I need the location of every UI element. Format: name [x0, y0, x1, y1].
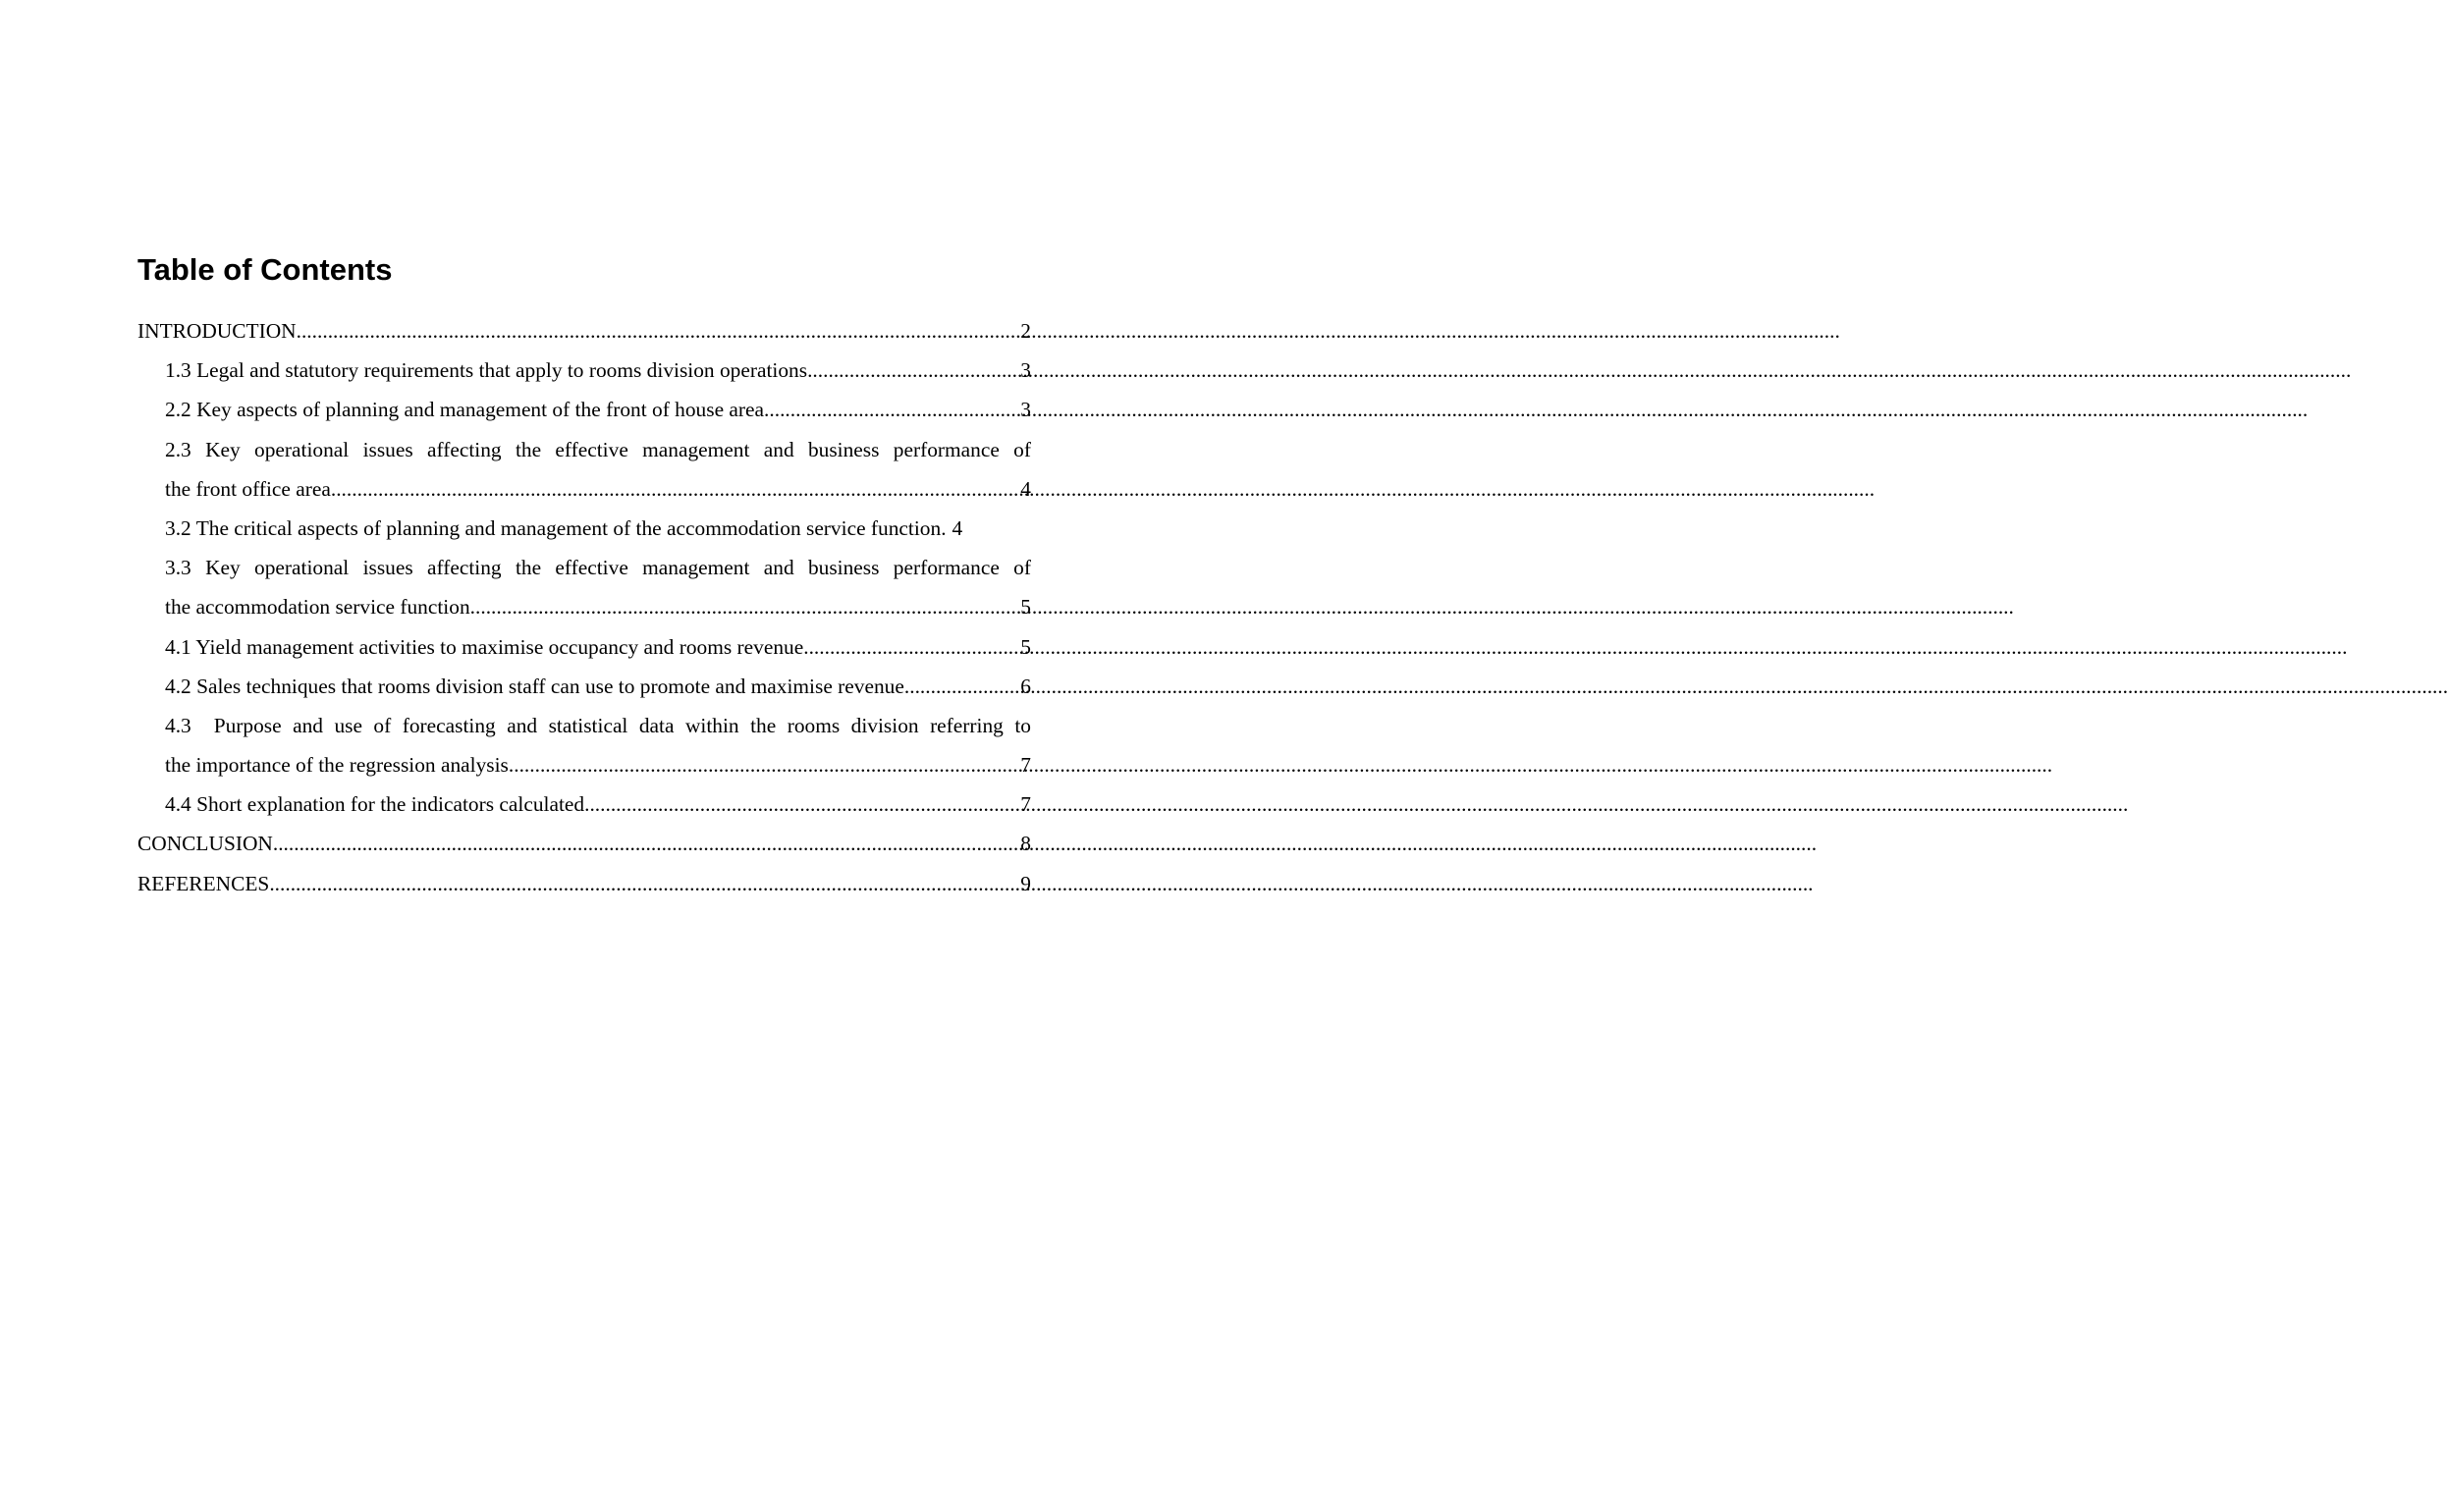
toc-page-number: 5: [1020, 634, 1031, 659]
toc-entry-last-line: [165, 587, 1031, 626]
toc-entry-2-3[interactable]: [137, 430, 1031, 509]
toc-entry-4-3[interactable]: [137, 706, 1031, 784]
dot-leader: [269, 864, 1018, 903]
dot-leader: [297, 311, 1019, 351]
toc-entry-text: 4.1 Yield management activities to maximise occupancy and rooms revenue: [165, 634, 804, 659]
dot-leader: [904, 667, 1018, 706]
dot-leader: [509, 745, 1018, 784]
toc-page-number: 2: [1020, 319, 1031, 343]
toc-entry-introduction[interactable]: [137, 311, 1031, 351]
toc-entry-3-3[interactable]: [137, 548, 1031, 626]
toc-page-number: 8: [1020, 832, 1031, 856]
document-page: [0, 0, 1169, 1512]
toc-entry-text: CONCLUSION: [137, 832, 273, 856]
dot-leader: [803, 627, 1018, 667]
toc-entry-text: 3.2 The critical aspects of planning and management of the accommodation service function.: [165, 515, 947, 540]
toc-page-number: 7: [1020, 753, 1031, 778]
dot-leader: [331, 469, 1018, 509]
toc-page-number: 9: [1020, 871, 1031, 895]
toc-entry-text-line2: the importance of the regression analysis: [165, 753, 509, 778]
toc-page-number: 5: [1020, 595, 1031, 620]
toc-title: Table of Contents: [137, 252, 393, 287]
toc-entry-text-line2: the accommodation service function: [165, 595, 470, 620]
toc-entry-text-line1: 2.3 Key operational issues affecting the effective management and business performance of: [165, 437, 1031, 461]
toc-entry-conclusion[interactable]: [137, 824, 1031, 863]
toc-entry-text: 4.4 Short explanation for the indicators calculated: [165, 792, 585, 817]
toc-entry-2-2[interactable]: [137, 390, 1031, 429]
toc-entry-4-2[interactable]: [137, 667, 1031, 706]
toc-list: [137, 311, 1031, 903]
toc-entry-last-line: [165, 469, 1031, 509]
toc-entry-text: INTRODUCTION: [137, 319, 297, 343]
dot-leader: [470, 587, 1019, 626]
toc-entry-text: 1.3 Legal and statutory requirements that apply to rooms division operations: [165, 358, 808, 383]
dot-leader: [273, 824, 1018, 863]
toc-page-number: 3: [1020, 358, 1031, 383]
toc-page-number: 6: [1020, 674, 1031, 698]
toc-entry-text-line1: 4.3 Purpose and use of forecasting and statistical data within the rooms division referring to: [165, 713, 1031, 737]
toc-entry-3-2[interactable]: [137, 509, 1031, 548]
toc-entry-1-3[interactable]: [137, 351, 1031, 390]
toc-entry-text-line1: 3.3 Key operational issues affecting the effective management and business performance of: [165, 556, 1031, 580]
toc-entry-references[interactable]: [137, 864, 1031, 903]
toc-entry-text: 2.2 Key aspects of planning and management of the front of house area: [165, 398, 765, 422]
toc-page-number: 4: [1020, 476, 1031, 501]
toc-entry-4-4[interactable]: [137, 784, 1031, 824]
toc-entry-4-1[interactable]: [137, 627, 1031, 667]
toc-entry-text: REFERENCES: [137, 871, 270, 895]
dot-leader: [764, 390, 1018, 429]
dot-leader: [807, 351, 1018, 390]
dot-leader: [584, 784, 1018, 824]
toc-page-number: 3: [1020, 398, 1031, 422]
toc-entry-last-line: [165, 745, 1031, 784]
toc-page-number: 4: [952, 515, 963, 540]
toc-entry-text-line2: the front office area: [165, 476, 331, 501]
toc-page-number: 7: [1020, 792, 1031, 817]
toc-entry-text: 4.2 Sales techniques that rooms division staff can use to promote and maximise revenue: [165, 674, 904, 698]
